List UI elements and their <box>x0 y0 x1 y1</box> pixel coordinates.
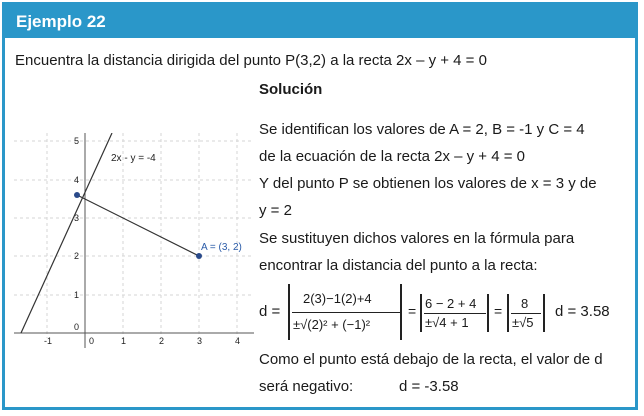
solution-line-2: de la ecuación de la recta 2x – y + 4 = 0 <box>259 148 526 165</box>
problem-statement: Encuentra la distancia dirigida del punto P(3,2) a la recta 2x – y + 4 = 0 <box>15 52 487 69</box>
solution-line-8: será negativo: <box>259 378 354 395</box>
solution-heading: Solución <box>259 81 323 98</box>
formula-d-equals: d = <box>259 303 281 320</box>
denominator-2: ±√4 + 1 <box>425 315 469 330</box>
x-tick-labels <box>44 336 240 346</box>
y-tick-label: 5 <box>74 136 80 146</box>
formula-result: d = 3.58 <box>555 303 610 320</box>
x-tick-label: 3 <box>197 336 203 346</box>
abs-bar-right-1 <box>400 284 402 340</box>
distance-formula <box>259 282 629 342</box>
fraction-line-2 <box>424 313 486 314</box>
coordinate-graph <box>14 133 254 348</box>
denominator-1: ±√(2)² + (−1)² <box>293 317 371 332</box>
solution-line-1: Se identifican los valores de A = 2, B = -1 y C = 4 <box>259 121 585 138</box>
y-tick-labels <box>74 136 79 332</box>
solution-line-5: Se sustituyen dichos valores en la fórmula para <box>259 230 575 247</box>
card-header <box>5 5 635 38</box>
solution-line-4: y = 2 <box>259 202 292 219</box>
y-tick-label: 0 <box>74 322 80 332</box>
perpendicular-segment <box>77 195 199 256</box>
y-tick-label: 2 <box>74 251 80 261</box>
x-tick-label: -1 <box>44 336 53 346</box>
solution-line-6: encontrar la distancia del punto a la recta: <box>259 257 538 274</box>
x-tick-label: 4 <box>235 336 241 346</box>
solution-line-3: Y del punto P se obtienen los valores de x = 3 y de <box>259 175 597 192</box>
card-title: Ejemplo 22 <box>16 12 106 31</box>
fraction-line-3 <box>511 313 541 314</box>
formula-equals-3: = <box>494 303 503 319</box>
formula-equals-2: = <box>408 303 417 319</box>
abs-bar-right-3 <box>543 294 545 332</box>
numerator-2: 6 − 2 + 4 <box>425 296 477 311</box>
y-tick-label: 1 <box>74 290 80 300</box>
abs-bar-left-2 <box>420 294 422 332</box>
line-label: 2x - y = -4 <box>111 153 156 164</box>
x-tick-label: 0 <box>89 336 95 346</box>
point-a <box>196 253 202 259</box>
point-a-label: A = (3, 2) <box>201 242 242 253</box>
x-tick-label: 1 <box>121 336 127 346</box>
y-tick-label: 3 <box>74 213 80 223</box>
numerator-1: 2(3)−1(2)+4 <box>303 291 372 306</box>
abs-bar-right-2 <box>487 294 489 332</box>
y-tick-label: 4 <box>74 175 80 185</box>
x-tick-label: 2 <box>159 336 165 346</box>
final-answer: d = -3.58 <box>399 378 459 395</box>
denominator-3: ±√5 <box>512 315 534 330</box>
abs-bar-left-3 <box>507 294 509 332</box>
abs-bar-left-1 <box>288 284 290 340</box>
line-2x-y-4 <box>21 133 112 333</box>
numerator-3: 8 <box>521 296 529 311</box>
solution-line-7: Como el punto está debajo de la recta, el valor de d <box>259 351 603 368</box>
fraction-line-1 <box>292 312 400 313</box>
foot-point <box>74 192 80 198</box>
